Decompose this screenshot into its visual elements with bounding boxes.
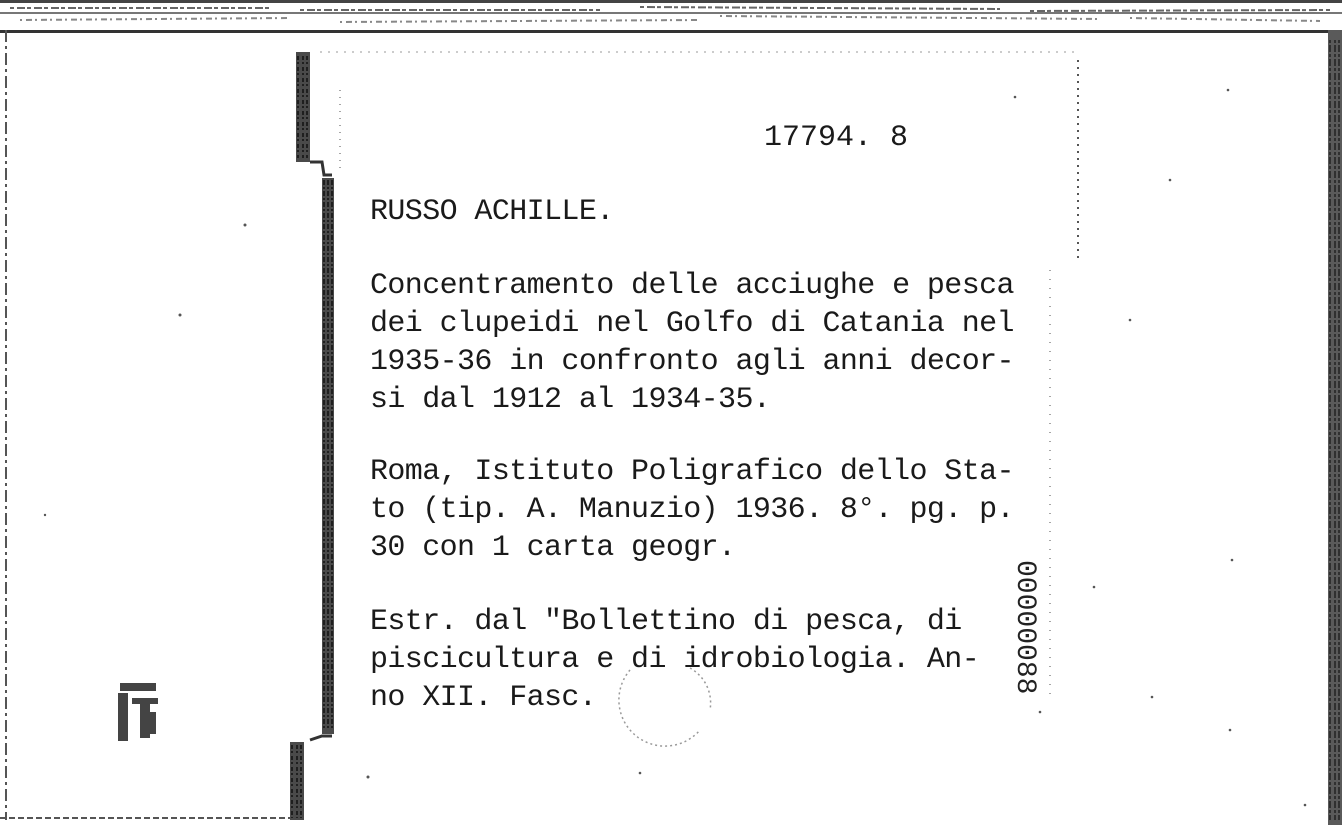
- note-line: Estr. dal "Bollettino di pesca, di: [370, 605, 962, 639]
- imprint-line: Roma, Istituto Poligrafico dello Sta-: [370, 455, 1014, 489]
- note-line: no XII. Fasc.: [370, 681, 597, 715]
- side-stamp-number: 00000088: [1009, 560, 1040, 695]
- stamp-mark-icon: [118, 683, 158, 741]
- title-line: dei clupeidi nel Golfo di Catania nel: [370, 307, 1014, 341]
- scan-specks: [44, 89, 1306, 807]
- top-border-strip: [0, 0, 1342, 33]
- circle-smudge: [619, 668, 711, 746]
- title-line: Concentramento delle acciughe e pesca: [370, 269, 1014, 303]
- title-line: 1935-36 in confronto agli anni decor-: [370, 345, 1014, 379]
- imprint-line: 30 con 1 carta geogr.: [370, 531, 736, 565]
- title-line: si dal 1912 al 1934-35.: [370, 383, 771, 417]
- note-line: piscicultura e di idrobiologia. An-: [370, 643, 980, 677]
- imprint-line: to (tip. A. Manuzio) 1936. 8°. pg. p.: [370, 493, 1014, 527]
- author-name: RUSSO ACHILLE.: [370, 195, 614, 229]
- catalog-number: 17794. 8: [764, 121, 909, 155]
